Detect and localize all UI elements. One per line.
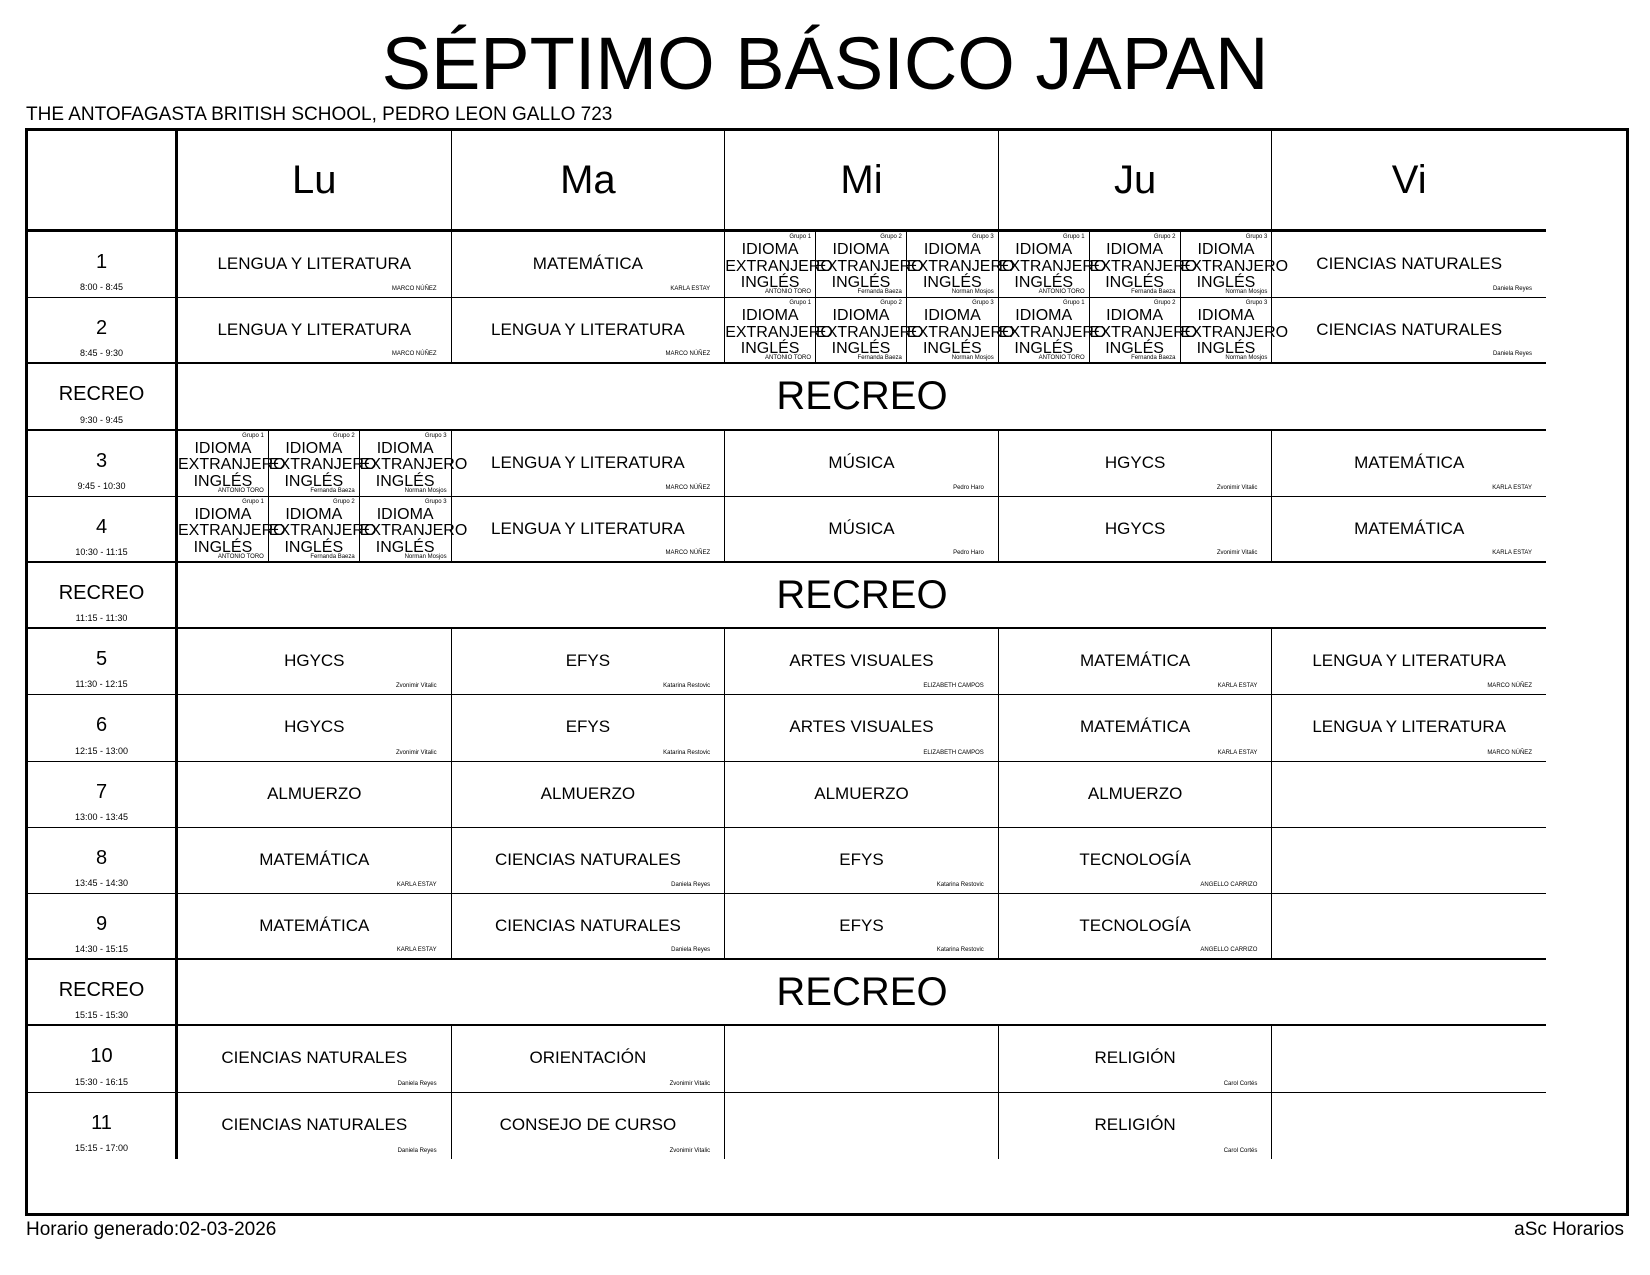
corner-cell — [28, 131, 178, 232]
group-label: Grupo 3 — [972, 234, 994, 240]
lesson-cell — [998, 232, 1289, 298]
lesson-subject: ALMUERZO — [814, 783, 909, 803]
lesson-cell — [1272, 1093, 1546, 1159]
lesson-cell — [178, 431, 468, 497]
lesson-cell — [178, 695, 452, 761]
lesson-teacher: KARLA ESTAY — [1217, 749, 1258, 756]
lesson-cell — [178, 298, 452, 364]
group-lesson — [1089, 298, 1198, 364]
lesson-teacher: Norman Mosjos — [404, 487, 447, 494]
lesson-cell — [725, 1026, 999, 1092]
period-number: 6 — [95, 714, 108, 737]
break-label: RECREO — [58, 979, 145, 1002]
lesson-cell — [999, 1093, 1273, 1159]
period-number: 2 — [95, 317, 108, 340]
lesson-teacher: Daniela Reyes — [1492, 286, 1532, 293]
lesson-subject: CIENCIAS NATURALES — [495, 916, 681, 935]
lesson-subject: ARTES VISUALES — [789, 651, 934, 671]
lesson-cell — [1272, 894, 1546, 960]
group-label: Grupo 1 — [242, 432, 264, 439]
lesson-teacher: MARCO NÚÑEZ — [391, 351, 437, 358]
lesson-subject: LENGUA Y LITERATURA — [1312, 717, 1507, 737]
lesson-teacher: KARLA ESTAY — [1492, 549, 1532, 556]
lesson-cell — [1272, 298, 1546, 364]
lesson-cell — [452, 762, 726, 828]
break-label-cell — [28, 364, 178, 430]
lesson-teacher: Zvonimir Vitalic — [669, 1147, 711, 1154]
lesson-teacher: Norman Mosjos — [404, 553, 447, 560]
lesson-cell — [1272, 232, 1546, 298]
lesson-teacher: Norman Mosjos — [951, 289, 994, 296]
period-label-cell — [28, 1026, 178, 1092]
lesson-subject: RELIGIÓN — [1094, 1114, 1176, 1134]
group-lesson — [268, 497, 377, 563]
day-header: Vi — [1272, 131, 1546, 232]
lesson-teacher: Daniela Reyes — [671, 881, 711, 888]
lesson-teacher: ANTONIO TORO — [217, 553, 264, 560]
group-lesson — [359, 431, 468, 497]
lesson-subject: HGYCS — [1104, 452, 1166, 472]
timetable-grid — [25, 128, 1629, 1216]
lesson-cell — [999, 431, 1273, 497]
lesson-subject: CIENCIAS NATURALES — [1316, 254, 1503, 273]
group-lesson — [1180, 232, 1289, 298]
break-label: RECREO — [58, 582, 145, 604]
lesson-cell — [452, 1093, 726, 1159]
group-lesson — [906, 298, 1015, 364]
group-lesson — [359, 497, 468, 563]
lesson-teacher: Zvonimir Vitalic — [396, 683, 437, 690]
lesson-subject: MÚSICA — [828, 452, 895, 472]
lesson-subject: IDIOMA EXTRANJERO INGLÉS — [816, 241, 924, 291]
group-lesson — [178, 497, 286, 563]
period-number: 11 — [91, 1111, 112, 1134]
period-label-cell — [28, 894, 178, 960]
lesson-cell — [452, 695, 726, 761]
lesson-subject: IDIOMA EXTRANJERO INGLÉS — [268, 505, 377, 556]
lesson-cell — [1272, 828, 1546, 894]
period-label-cell — [28, 431, 178, 497]
lesson-teacher: ELIZABETH CAMPOS — [923, 683, 984, 690]
period-time: 8:45 - 9:30 — [79, 348, 124, 359]
lesson-cell — [178, 629, 452, 695]
break-label: RECREO — [58, 383, 145, 406]
day-header: Lu — [178, 131, 452, 232]
lesson-subject: LENGUA Y LITERATURA — [1312, 651, 1507, 671]
break-label-cell — [28, 563, 178, 629]
day-header: Mi — [725, 131, 999, 232]
lesson-subject: IDIOMA EXTRANJERO INGLÉS — [359, 439, 468, 490]
lesson-teacher: Zvonimir Vitalic — [1216, 549, 1258, 556]
period-number: 4 — [95, 515, 108, 538]
group-lesson — [268, 431, 377, 497]
lesson-teacher: Pedro Haro — [953, 549, 984, 556]
lesson-subject: EFYS — [839, 916, 884, 935]
lesson-cell — [725, 431, 999, 497]
lesson-teacher: MARCO NÚÑEZ — [391, 286, 437, 293]
group-lesson — [1180, 298, 1289, 364]
lesson-subject: IDIOMA EXTRANJERO INGLÉS — [178, 505, 286, 556]
lesson-cell — [452, 298, 726, 364]
break-label-cell — [28, 960, 178, 1026]
lesson-teacher: MARCO NÚÑEZ — [1487, 683, 1532, 690]
lesson-cell — [998, 298, 1289, 364]
group-lesson — [816, 298, 924, 364]
period-time: 9:30 - 9:45 — [79, 414, 124, 425]
lesson-subject: IDIOMA EXTRANJERO INGLÉS — [1089, 307, 1198, 358]
lesson-teacher: Fernanda Baeza — [857, 355, 902, 362]
lesson-cell — [178, 894, 452, 960]
lesson-subject: ALMUERZO — [540, 783, 636, 803]
lesson-cell — [1272, 695, 1546, 761]
lesson-teacher: Daniela Reyes — [1492, 351, 1532, 358]
lesson-subject: CIENCIAS NATURALES — [221, 1048, 408, 1068]
lesson-teacher: MARCO NÚÑEZ — [665, 484, 711, 491]
lesson-cell — [178, 1026, 452, 1092]
lesson-subject: IDIOMA EXTRANJERO INGLÉS — [1089, 241, 1198, 291]
group-lesson — [998, 298, 1107, 364]
lesson-teacher: Fernanda Baeza — [1131, 289, 1176, 296]
lesson-subject: LENGUA Y LITERATURA — [491, 452, 685, 472]
lesson-cell — [725, 298, 1015, 364]
lesson-subject: MATEMÁTICA — [1080, 651, 1191, 671]
group-lesson — [998, 232, 1107, 298]
lesson-subject: CIENCIAS NATURALES — [1316, 320, 1503, 340]
lesson-subject: IDIOMA EXTRANJERO INGLÉS — [725, 241, 833, 291]
period-time: 9:45 - 10:30 — [77, 480, 126, 491]
lesson-teacher: Fernanda Baeza — [310, 553, 355, 560]
period-label-cell — [28, 695, 178, 761]
period-number: 9 — [95, 913, 108, 935]
lesson-teacher: Zvonimir Vitalic — [396, 749, 437, 756]
lesson-subject: TECNOLOGÍA — [1079, 849, 1191, 869]
break-banner: RECREO — [178, 364, 1546, 430]
day-header: Ju — [999, 131, 1273, 232]
lesson-teacher: ELIZABETH CAMPOS — [923, 749, 984, 756]
group-lesson — [178, 431, 286, 497]
lesson-teacher: Daniela Reyes — [397, 1147, 437, 1154]
period-time: 10:30 - 11:15 — [75, 546, 128, 557]
lesson-cell — [725, 1093, 999, 1159]
lesson-cell — [999, 828, 1273, 894]
lesson-subject: ALMUERZO — [1087, 783, 1183, 803]
lesson-cell — [999, 497, 1273, 563]
period-label-cell — [28, 232, 178, 298]
lesson-cell — [725, 894, 999, 960]
lesson-teacher: Zvonimir Vitalic — [669, 1080, 711, 1087]
group-label: Grupo 1 — [1062, 234, 1085, 240]
lesson-subject: IDIOMA EXTRANJERO INGLÉS — [906, 241, 1015, 291]
period-time: 13:00 - 13:45 — [74, 811, 129, 822]
lesson-teacher: Katarina Restovic — [663, 683, 711, 690]
lesson-subject: ALMUERZO — [267, 783, 362, 803]
group-lesson — [1089, 232, 1198, 298]
lesson-cell — [1272, 1026, 1546, 1092]
lesson-subject: CIENCIAS NATURALES — [221, 1114, 408, 1134]
group-lesson — [906, 232, 1015, 298]
lesson-cell — [178, 1093, 452, 1159]
lesson-teacher: MARCO NÚÑEZ — [665, 351, 711, 358]
lesson-teacher: ANTONIO TORO — [765, 289, 812, 296]
group-label: Grupo 1 — [789, 300, 812, 307]
lesson-subject: RELIGIÓN — [1094, 1048, 1176, 1068]
lesson-teacher: Katarina Restovic — [663, 749, 711, 756]
lesson-subject: IDIOMA EXTRANJERO INGLÉS — [816, 307, 924, 358]
lesson-cell — [178, 232, 452, 298]
lesson-cell — [452, 1026, 726, 1092]
group-label: Grupo 2 — [1153, 300, 1176, 307]
lesson-cell — [725, 695, 999, 761]
lesson-teacher: MARCO NÚÑEZ — [1487, 749, 1532, 756]
lesson-teacher: ANGELLO CARRIZO — [1200, 881, 1258, 888]
period-time: 15:15 - 15:30 — [74, 1010, 129, 1021]
lesson-teacher: Carol Cortés — [1223, 1080, 1258, 1087]
lesson-teacher: Fernanda Baeza — [1131, 355, 1176, 362]
period-time: 15:15 - 17:00 — [74, 1142, 129, 1153]
lesson-cell — [725, 762, 999, 828]
lesson-cell — [178, 497, 468, 563]
lesson-subject: EFYS — [839, 849, 884, 869]
lesson-subject: MÚSICA — [828, 518, 895, 538]
lesson-cell — [452, 431, 726, 497]
group-label: Grupo 2 — [333, 498, 355, 505]
lesson-teacher: ANGELLO CARRIZO — [1200, 947, 1258, 954]
period-label-cell — [28, 828, 178, 894]
lesson-teacher: Zvonimir Vitalic — [1216, 484, 1258, 491]
lesson-teacher: Fernanda Baeza — [857, 289, 902, 296]
lesson-subject: MATEMÁTICA — [532, 254, 643, 273]
group-lesson — [725, 232, 833, 298]
lesson-subject: TECNOLOGÍA — [1079, 916, 1191, 935]
lesson-subject: ARTES VISUALES — [789, 717, 934, 737]
group-label: Grupo 3 — [424, 432, 447, 439]
lesson-subject: CONSEJO DE CURSO — [499, 1114, 677, 1134]
period-number: 10 — [90, 1045, 113, 1068]
lesson-cell — [1272, 497, 1546, 563]
lesson-subject: IDIOMA EXTRANJERO INGLÉS — [359, 505, 468, 556]
group-label: Grupo 2 — [1153, 234, 1176, 240]
lesson-cell — [452, 894, 726, 960]
lesson-teacher: ANTONIO TORO — [1038, 355, 1085, 362]
lesson-teacher: KARLA ESTAY — [670, 286, 711, 293]
group-lesson — [725, 298, 833, 364]
lesson-teacher: ANTONIO TORO — [765, 355, 812, 362]
day-header: Ma — [452, 131, 726, 232]
lesson-subject: LENGUA Y LITERATURA — [217, 320, 412, 340]
lesson-subject: IDIOMA EXTRANJERO INGLÉS — [725, 307, 833, 358]
lesson-teacher: Norman Mosjos — [951, 355, 994, 362]
period-label-cell — [28, 497, 178, 563]
lesson-teacher: KARLA ESTAY — [1217, 683, 1258, 690]
lesson-cell — [999, 695, 1273, 761]
lesson-teacher: KARLA ESTAY — [1492, 484, 1532, 491]
school-address: THE ANTOFAGASTA BRITISH SCHOOL, PEDRO LEON GALLO 723 — [26, 104, 613, 125]
lesson-cell — [178, 762, 452, 828]
lesson-teacher: Fernanda Baeza — [310, 487, 355, 494]
period-label-cell — [28, 762, 178, 828]
period-number: 7 — [95, 780, 108, 803]
group-label: Grupo 2 — [333, 432, 355, 439]
period-label-cell — [28, 298, 178, 364]
lesson-cell — [725, 629, 999, 695]
period-time: 13:45 - 14:30 — [74, 877, 129, 888]
group-label: Grupo 1 — [242, 498, 264, 505]
lesson-subject: IDIOMA EXTRANJERO INGLÉS — [178, 439, 286, 490]
period-number: 8 — [95, 846, 108, 869]
lesson-cell — [452, 629, 726, 695]
lesson-cell — [452, 828, 726, 894]
lesson-cell — [1272, 629, 1546, 695]
lesson-subject: IDIOMA EXTRANJERO INGLÉS — [998, 307, 1107, 358]
lesson-teacher: Carol Cortés — [1223, 1147, 1258, 1154]
group-label: Grupo 2 — [880, 300, 902, 307]
group-label: Grupo 1 — [789, 234, 812, 240]
lesson-subject: ORIENTACIÓN — [529, 1048, 647, 1068]
lesson-subject: IDIOMA EXTRANJERO INGLÉS — [268, 439, 377, 490]
break-banner: RECREO — [178, 960, 1546, 1026]
lesson-subject: IDIOMA EXTRANJERO INGLÉS — [1180, 307, 1289, 358]
group-label: Grupo 3 — [1245, 234, 1268, 240]
group-label: Grupo 2 — [880, 234, 902, 240]
lesson-teacher: Daniela Reyes — [671, 947, 711, 954]
period-label-cell — [28, 1093, 178, 1159]
period-time: 11:30 - 12:15 — [75, 679, 128, 690]
lesson-cell — [725, 497, 999, 563]
lesson-subject: LENGUA Y LITERATURA — [217, 254, 412, 273]
lesson-cell — [1272, 431, 1546, 497]
lesson-cell — [725, 828, 999, 894]
lesson-teacher: Katarina Restovic — [936, 881, 984, 888]
period-number: 3 — [95, 449, 108, 472]
lesson-subject: MATEMÁTICA — [259, 916, 370, 935]
lesson-cell — [452, 232, 726, 298]
period-time: 8:00 - 8:45 — [79, 282, 124, 293]
period-label-cell — [28, 629, 178, 695]
group-label: Grupo 1 — [1062, 300, 1085, 307]
lesson-subject: IDIOMA EXTRANJERO INGLÉS — [906, 307, 1015, 358]
lesson-subject: HGYCS — [284, 651, 345, 671]
lesson-cell — [1272, 762, 1546, 828]
lesson-cell — [999, 1026, 1273, 1092]
period-time: 12:15 - 13:00 — [74, 745, 129, 756]
break-banner: RECREO — [178, 563, 1546, 629]
lesson-subject: LENGUA Y LITERATURA — [491, 518, 685, 538]
lesson-teacher: Norman Mosjos — [1225, 355, 1268, 362]
lesson-subject: LENGUA Y LITERATURA — [491, 320, 685, 340]
lesson-subject: MATEMÁTICA — [1080, 717, 1191, 737]
lesson-subject: EFYS — [565, 651, 611, 671]
lesson-cell — [999, 762, 1273, 828]
lesson-teacher: Daniela Reyes — [397, 1080, 437, 1087]
lesson-subject: CIENCIAS NATURALES — [495, 849, 681, 869]
period-number: 5 — [95, 648, 108, 671]
lesson-cell — [999, 629, 1273, 695]
lesson-cell — [452, 497, 726, 563]
lesson-cell — [725, 232, 1015, 298]
lesson-teacher: Pedro Haro — [953, 484, 984, 491]
group-lesson — [816, 232, 924, 298]
lesson-cell — [178, 828, 452, 894]
lesson-subject: MATEMÁTICA — [1354, 518, 1465, 538]
lesson-teacher: KARLA ESTAY — [396, 881, 437, 888]
lesson-teacher: Norman Mosjos — [1225, 289, 1268, 296]
lesson-subject: IDIOMA EXTRANJERO INGLÉS — [998, 241, 1107, 291]
period-time: 11:15 - 11:30 — [75, 613, 128, 624]
lesson-teacher: Katarina Restovic — [936, 947, 984, 954]
lesson-subject: MATEMÁTICA — [1354, 452, 1465, 472]
lesson-subject: HGYCS — [284, 717, 345, 737]
period-number: 1 — [95, 251, 108, 273]
lesson-subject: IDIOMA EXTRANJERO INGLÉS — [1180, 241, 1289, 291]
group-label: Grupo 3 — [1245, 300, 1268, 307]
page-title: SÉPTIMO BÁSICO JAPAN — [381, 22, 1269, 105]
group-label: Grupo 3 — [972, 300, 994, 307]
period-time: 14:30 - 15:15 — [74, 944, 129, 955]
lesson-teacher: MARCO NÚÑEZ — [665, 549, 711, 556]
lesson-subject: HGYCS — [1104, 518, 1166, 538]
lesson-teacher: ANTONIO TORO — [217, 487, 264, 494]
group-label: Grupo 3 — [424, 498, 447, 505]
period-time: 15:30 - 16:15 — [74, 1076, 129, 1087]
lesson-subject: MATEMÁTICA — [259, 849, 370, 869]
lesson-cell — [999, 894, 1273, 960]
lesson-teacher: KARLA ESTAY — [396, 947, 437, 954]
lesson-teacher: ANTONIO TORO — [1038, 289, 1085, 296]
brand-label: aSc Horarios — [1514, 1219, 1624, 1240]
lesson-subject: EFYS — [565, 717, 611, 737]
generated-date: Horario generado:02-03-2026 — [26, 1219, 277, 1240]
